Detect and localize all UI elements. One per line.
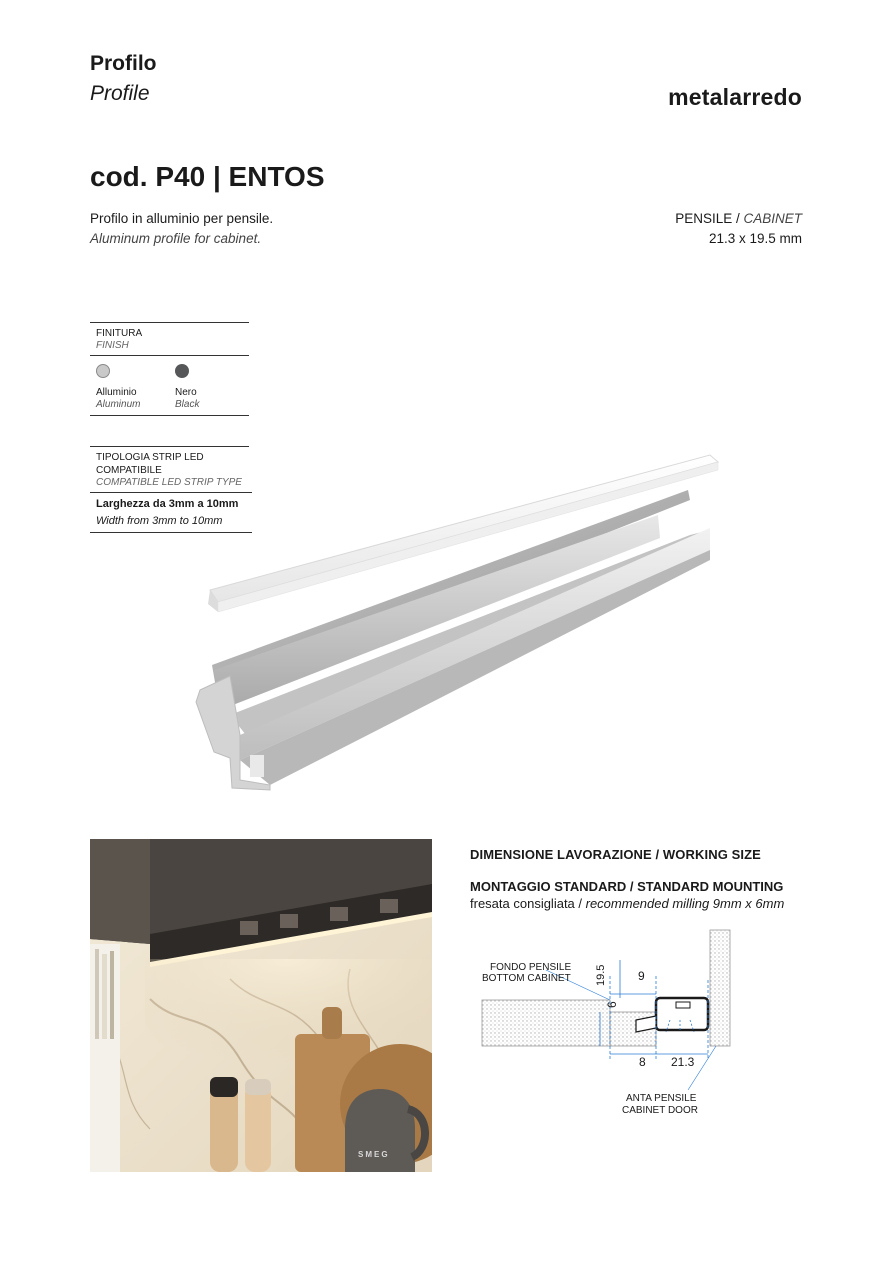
dim-9: 9 (638, 969, 645, 983)
brand-logo: metalarredo (668, 84, 802, 110)
finish-name: Alluminio (96, 387, 137, 398)
kettle-brand: SMEG (358, 1150, 390, 1159)
book (102, 954, 107, 1039)
finish-label: FINITURA (96, 328, 143, 339)
profile-end-slot (250, 755, 264, 777)
finish-label-en: FINISH (96, 340, 129, 351)
product-type (675, 211, 802, 226)
product-description-en: Aluminum profile for cabinet. (90, 231, 262, 246)
divider (90, 355, 249, 356)
technical-drawing (470, 920, 770, 1120)
section-title: Profilo (90, 52, 157, 75)
label-bottom-cabinet-en: BOTTOM CABINET (482, 973, 571, 984)
dim-21-3: 21.3 (671, 1055, 695, 1069)
product-code-title: cod. P40 | ENTOS (90, 161, 325, 192)
led-width-en: Width from 3mm to 10mm (96, 515, 223, 527)
milling-en: recommended milling 9mm x 6mm (585, 896, 785, 911)
product-type-sep: / (732, 211, 744, 226)
product-type-en: CABINET (743, 211, 802, 226)
cutting-board-handle (322, 1007, 342, 1039)
kitchen-photo (90, 839, 432, 1172)
finish-name-en: Aluminum (96, 399, 141, 410)
swatch-black (175, 364, 189, 378)
glass (330, 907, 348, 921)
finish-name-en: Black (175, 399, 200, 410)
book (95, 949, 99, 1039)
led-width: Larghezza da 3mm a 10mm (96, 498, 239, 510)
product-size: 21.3 x 19.5 mm (708, 231, 802, 246)
led-label-en: COMPATIBLE LED STRIP TYPE (96, 477, 242, 488)
label-bottom-cabinet: FONDO PENSILE (490, 962, 572, 973)
drawing-title: DIMENSIONE LAVORAZIONE / WORKING SIZE (470, 847, 761, 862)
swatch-aluminum (96, 364, 110, 378)
grinder-cap (245, 1079, 271, 1095)
dim-19-5: 19.5 (595, 964, 607, 986)
cabinet-side (90, 839, 150, 944)
grinder (245, 1084, 271, 1172)
dim-6: 6 (605, 1001, 619, 1008)
grinder-cap (210, 1077, 238, 1097)
milling-it: fresata consigliata / (470, 896, 586, 911)
panel-cabinet-door (710, 930, 730, 1046)
glass (280, 914, 298, 928)
divider (90, 322, 249, 323)
drawing-mounting: MONTAGGIO STANDARD / STANDARD MOUNTING (470, 879, 784, 894)
label-cabinet-door-en: CABINET DOOR (622, 1105, 698, 1116)
glass (240, 921, 258, 935)
product-type-it: PENSILE (675, 211, 733, 226)
product-description: Profilo in alluminio per pensile. (90, 211, 274, 226)
divider (90, 415, 249, 416)
drawing-milling (470, 896, 784, 911)
profile-section (656, 998, 708, 1030)
profile-render (170, 440, 750, 800)
led-label: TIPOLOGIA STRIP LED (96, 452, 204, 463)
book (110, 951, 114, 1039)
kettle (345, 1089, 415, 1172)
label-cabinet-door: ANTA PENSILE (626, 1093, 697, 1104)
section-subtitle: Profile (90, 82, 150, 105)
panel-bottom-cabinet (482, 1000, 610, 1046)
led-label-2: COMPATIBILE (96, 465, 162, 476)
dim-8: 8 (639, 1055, 646, 1069)
glass (380, 899, 398, 913)
finish-name: Nero (175, 387, 197, 398)
